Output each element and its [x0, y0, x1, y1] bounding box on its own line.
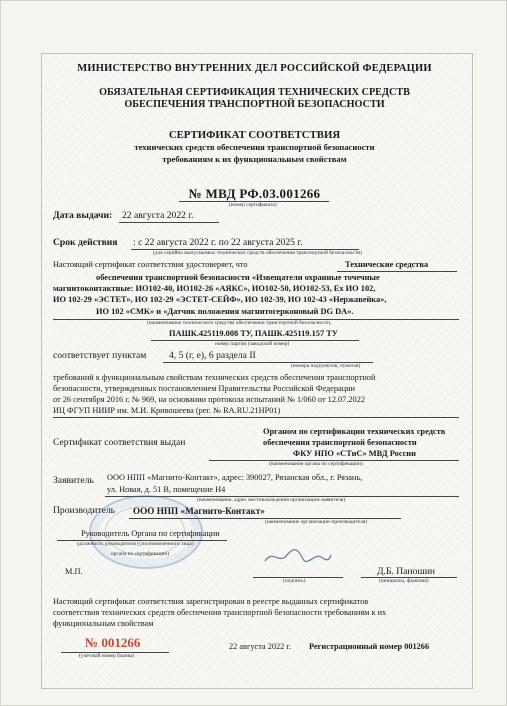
ministry-heading: МИНИСТЕРСТВО ВНУТРЕННИХ ДЕЛ РОССИЙСКОЙ ФЕДЕРАЦИИ [77, 63, 432, 74]
product-line4: ИО 102-29 «ЭСТЕТ», ИО 102-29 «ЭСТЕТ-СЕЙФ», ИО 102-39, ИО 102-43 «Нержавейка», [53, 295, 387, 304]
signatory-name-caption: (инициалы, фамилия) [379, 578, 429, 584]
product-line5: ИО 102 «СМК» и «Датчик положения магнитогерконовый DG DA». [96, 307, 354, 316]
issue-date-value: 22 августа 2022 г. [122, 210, 194, 221]
compliance-text2: безопасности, утвержденных постановлением Правительства Российской Федерации [53, 384, 355, 393]
registry-text2: соответствия технических средств обеспечения транспортной безопасности требованиям к их [53, 608, 387, 617]
head-caption2: органа по сертификации) [111, 551, 170, 557]
issuer-line3: ФКУ НПО «СТиС» МВД России [293, 449, 416, 458]
product-line1-underline [337, 271, 457, 272]
compliance-label: соответствует пунктам [53, 350, 147, 361]
product-caption: (наименование технического средства обеспечения транспортной безопасности, [147, 320, 332, 326]
signature-scribble [263, 547, 333, 567]
product-intro: Настоящий сертификат соответствия удостоверяет, что [53, 260, 248, 269]
certificate-title: СЕРТИФИКАТ СООТВЕТСТВИЯ [168, 129, 341, 141]
product-tu-caption: номер партии (заводской номер) [215, 341, 290, 347]
validity-caption: (для серийно выпускаемых технических средств обеспечения транспортной безопасности) [153, 250, 362, 256]
signature-caption: (подпись) [283, 578, 306, 584]
certificate-number: № МВД РФ.03.001266 [188, 186, 321, 201]
manufacturer-value: ООО НПП «Магнито-Контакт» [133, 506, 265, 516]
certification-title-line2: ОБЕСПЕЧЕНИЯ ТРАНСПОРТНОЙ БЕЗОПАСНОСТИ [124, 99, 385, 110]
product-line3: магнитоконтактные: ИО102-40, ИО102-26 «АЯКС», ИО102-50, ИО102-53, Ex ИО 102, [53, 284, 376, 293]
applicant-caption: (наименование, адрес местонахождения организации-заявителя) [197, 497, 346, 503]
product-line1: Технические средства [345, 260, 429, 269]
product-line2: обеспечения транспортной безопасности «Извещатели охранные точечные [96, 273, 380, 282]
issuer-line1: Органом по сертификации технических средств [263, 427, 446, 436]
registration-date: 22 августа 2022 г. [229, 642, 291, 651]
manufacturer-label: Производитель [53, 505, 116, 516]
registration-number: Регистрационный номер 001266 [309, 642, 430, 651]
head-label: Руководитель Органа по сертификации [81, 529, 220, 538]
signatory-name: Д.Б. Паношин [377, 566, 436, 577]
compliance-text3: от 26 сентября 2016 г. № 969, на основании протокола испытаний № 1/060 от 12.07.2022 [53, 395, 366, 404]
applicant-line1: ООО НПП «Магнито-Контакт», адрес: 390027, Рязанская обл., г. Рязань, [107, 473, 363, 482]
certification-title-line1: ОБЯЗАТЕЛЬНАЯ СЕРТИФИКАЦИЯ ТЕХНИЧЕСКИХ СРЕДСТВ [99, 87, 410, 98]
compliance-caption: (номера подпунктов, пунктов) [291, 363, 361, 369]
compliance-text-underline [53, 417, 459, 418]
issuer-label: Сертификат соответствия выдан [53, 437, 186, 448]
head-caption1: (должность руководителя (уполномоченного лица) [77, 541, 194, 547]
registry-text3: функциональным свойствам [53, 619, 154, 628]
registry-text1: Настоящий сертификат соответствия зарегистрирован в реестре выданных сертификатов [53, 597, 369, 606]
applicant-line2: ул. Новая, д. 51 В, помещение Н4 [107, 485, 226, 494]
issuer-caption: (наименование органа по сертификации) [269, 461, 363, 467]
issuer-line2: обеспечения транспортной безопасности [263, 438, 417, 447]
seal-label: М.П. [65, 567, 83, 576]
form-number: № 001266 [85, 635, 141, 650]
manufacturer-caption: (наименование организации-производителя) [265, 519, 368, 525]
certificate-subtitle-line2: требованиям к их функциональным свойствам [162, 154, 347, 164]
compliance-text4: ИЦ ФГУП НИИР им. М.И. Кривошеева (рег. № RA.RU.21НР01) [53, 406, 281, 415]
applicant-label: Заявитель [53, 475, 94, 486]
product-tu: ПАШК.425119.008 ТУ, ПАШК.425119.157 ТУ [169, 329, 338, 338]
compliance-text1: требований к функциональным свойствам технических средств обеспечения транспортной [53, 373, 376, 382]
form-number-caption: (учетный номер бланка) [79, 653, 135, 659]
compliance-value: 4, 5 (г, е), 6 раздела II [169, 350, 256, 361]
validity-value: : с 22 августа 2022 г. по 22 августа 2025 г. [133, 237, 303, 248]
validity-label: Срок действия [53, 237, 118, 248]
issue-date-underline [119, 222, 219, 223]
certificate-subtitle-line1: технических средств обеспечения транспортной безопасности [134, 142, 375, 152]
certificate-number-caption: (номер сертификата) [229, 202, 277, 208]
issue-date-label: Дата выдачи: [53, 210, 113, 221]
